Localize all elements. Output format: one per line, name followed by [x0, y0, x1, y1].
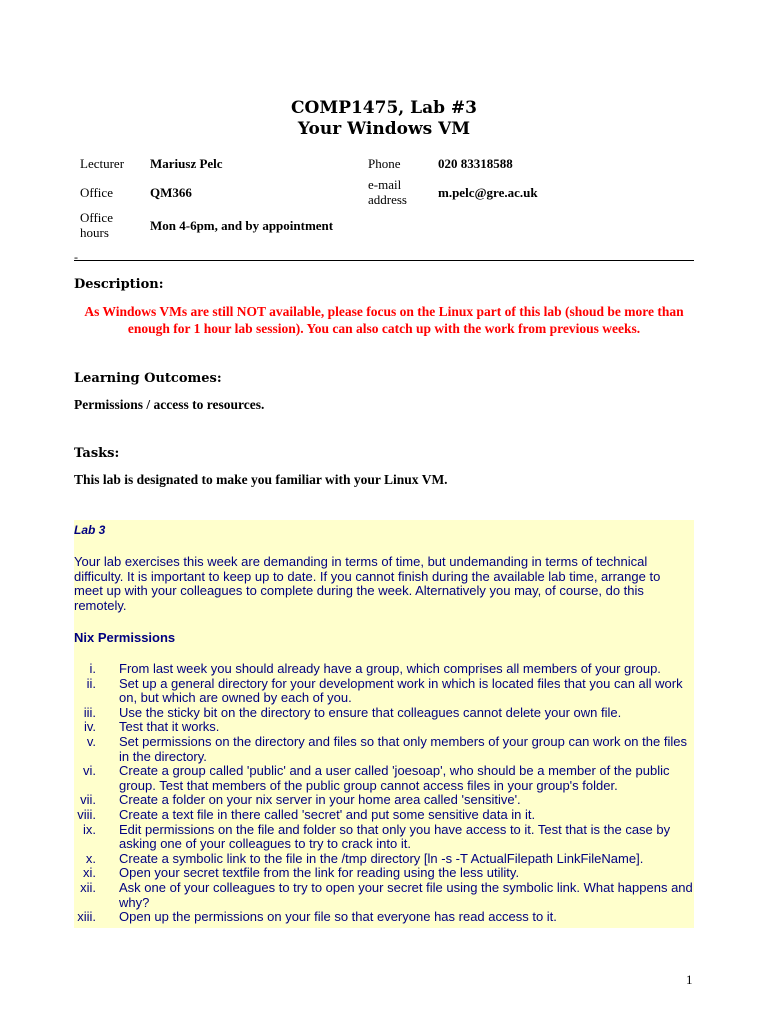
task-number: x. [85, 850, 96, 866]
contact-info-table [74, 150, 544, 243]
task-item [74, 677, 694, 706]
tasks-text: This lab is designated to make you familiar with your Linux VM. [74, 472, 448, 487]
document-subtitle: Your Windows VM [297, 119, 471, 139]
task-list [74, 662, 694, 925]
office-hours: Mon 4-6pm, and by appointment [150, 217, 334, 233]
description-heading: Description: [74, 277, 164, 292]
task-number: ix. [83, 821, 96, 837]
task-item [74, 808, 694, 823]
task-number: xi. [83, 865, 96, 881]
email-address: m.pelc@gre.ac.uk [438, 184, 538, 200]
phone-label: Phone [368, 156, 401, 171]
lecturer-label: Lecturer [80, 156, 125, 171]
task-text: Open your secret textfile from the link for reading using the less utility. [119, 865, 520, 881]
task-number: vi. [83, 763, 96, 779]
task-text: Set permissions on the directory and files so that only members of your group can work on the files in the directory. [119, 733, 687, 764]
lab-intro: Your lab exercises this week are demanding in terms of time, but undemanding in terms of technical difficulty. It is important to keep up to date. If you cannot finish during the available lab time, arrange to meet up with your colleagues to complete during the week. Alternatively you may, of course, do this remotely. [74, 554, 661, 613]
task-number: v. [86, 733, 96, 749]
office-label: Office [80, 184, 113, 200]
office-hours-label: Office hours [80, 210, 113, 240]
task-text: Use the sticky bit on the directory to ensure that colleagues cannot delete your own file. [119, 704, 622, 720]
task-text: Create a folder on your nix server in your home area called 'sensitive'. [119, 792, 521, 808]
task-text: Set up a general directory for your development work in which is located files that you can all work on, but which are owned by each of you. [119, 675, 683, 706]
task-text: Edit permissions on the file and folder so that only you have access to it. Test that is the case by asking one of your colleagues to try to crack into it. [119, 821, 671, 852]
task-item [74, 720, 694, 735]
task-item [74, 662, 694, 677]
horizontal-rule [74, 260, 694, 261]
task-number: xii. [80, 879, 96, 895]
tasks-heading: Tasks: [74, 446, 120, 461]
task-item [74, 823, 694, 852]
task-item [74, 910, 694, 925]
task-item [74, 706, 694, 721]
task-number: i. [89, 661, 96, 676]
task-number: iii. [83, 704, 96, 720]
lab-title: Lab 3 [74, 523, 106, 537]
task-text: Create a text file in there called 'secret' and put some sensitive data in it. [119, 806, 536, 822]
task-number: xiii. [77, 909, 96, 925]
page-number: 1 [686, 972, 693, 987]
task-text: Ask one of your colleagues to try to open your secret file using the symbolic link. What happens and why? [119, 879, 693, 910]
nix-permissions-heading: Nix Permissions [74, 630, 176, 645]
task-item [74, 852, 694, 867]
task-text: Open up the permissions on your file so that everyone has read access to it. [119, 909, 557, 925]
phone-number: 020 83318588 [438, 156, 513, 171]
task-item [74, 735, 694, 764]
task-item [74, 881, 694, 910]
lab-instructions-box [74, 520, 694, 928]
availability-notice: As Windows VMs are still NOT available, please focus on the Linux part of this lab (shoud be more than enough for 1 hour lab session). You can also catch up with the work from previous weeks. [84, 304, 684, 336]
task-text: Create a group called 'public' and a user called 'joesoap', who should be a member of the public group. Test that members of the public group cannot access files in your group's folder. [119, 763, 670, 793]
task-number: iv. [83, 719, 96, 735]
task-number: ii. [86, 675, 96, 691]
learning-outcomes-text: Permissions / access to resources. [74, 397, 265, 412]
task-text: Test that it works. [119, 719, 220, 735]
lecturer-name: Mariusz Pelc [150, 156, 223, 171]
task-number: vii. [80, 792, 96, 808]
task-text: From last week you should already have a group, which comprises all members of your group. [119, 661, 661, 676]
task-item [74, 764, 694, 793]
task-item [74, 793, 694, 808]
email-label: e-mail address [368, 177, 407, 207]
learning-outcomes-heading: Learning Outcomes: [74, 371, 222, 386]
task-text: Create a symbolic link to the file in the /tmp directory [ln -s -T ActualFilepath LinkFileName]. [119, 850, 644, 866]
separator-mark: - [74, 250, 78, 264]
office-room: QM366 [150, 184, 192, 200]
document-title: COMP1475, Lab #3 [291, 98, 477, 118]
task-number: viii. [77, 806, 96, 822]
task-item [74, 866, 694, 881]
